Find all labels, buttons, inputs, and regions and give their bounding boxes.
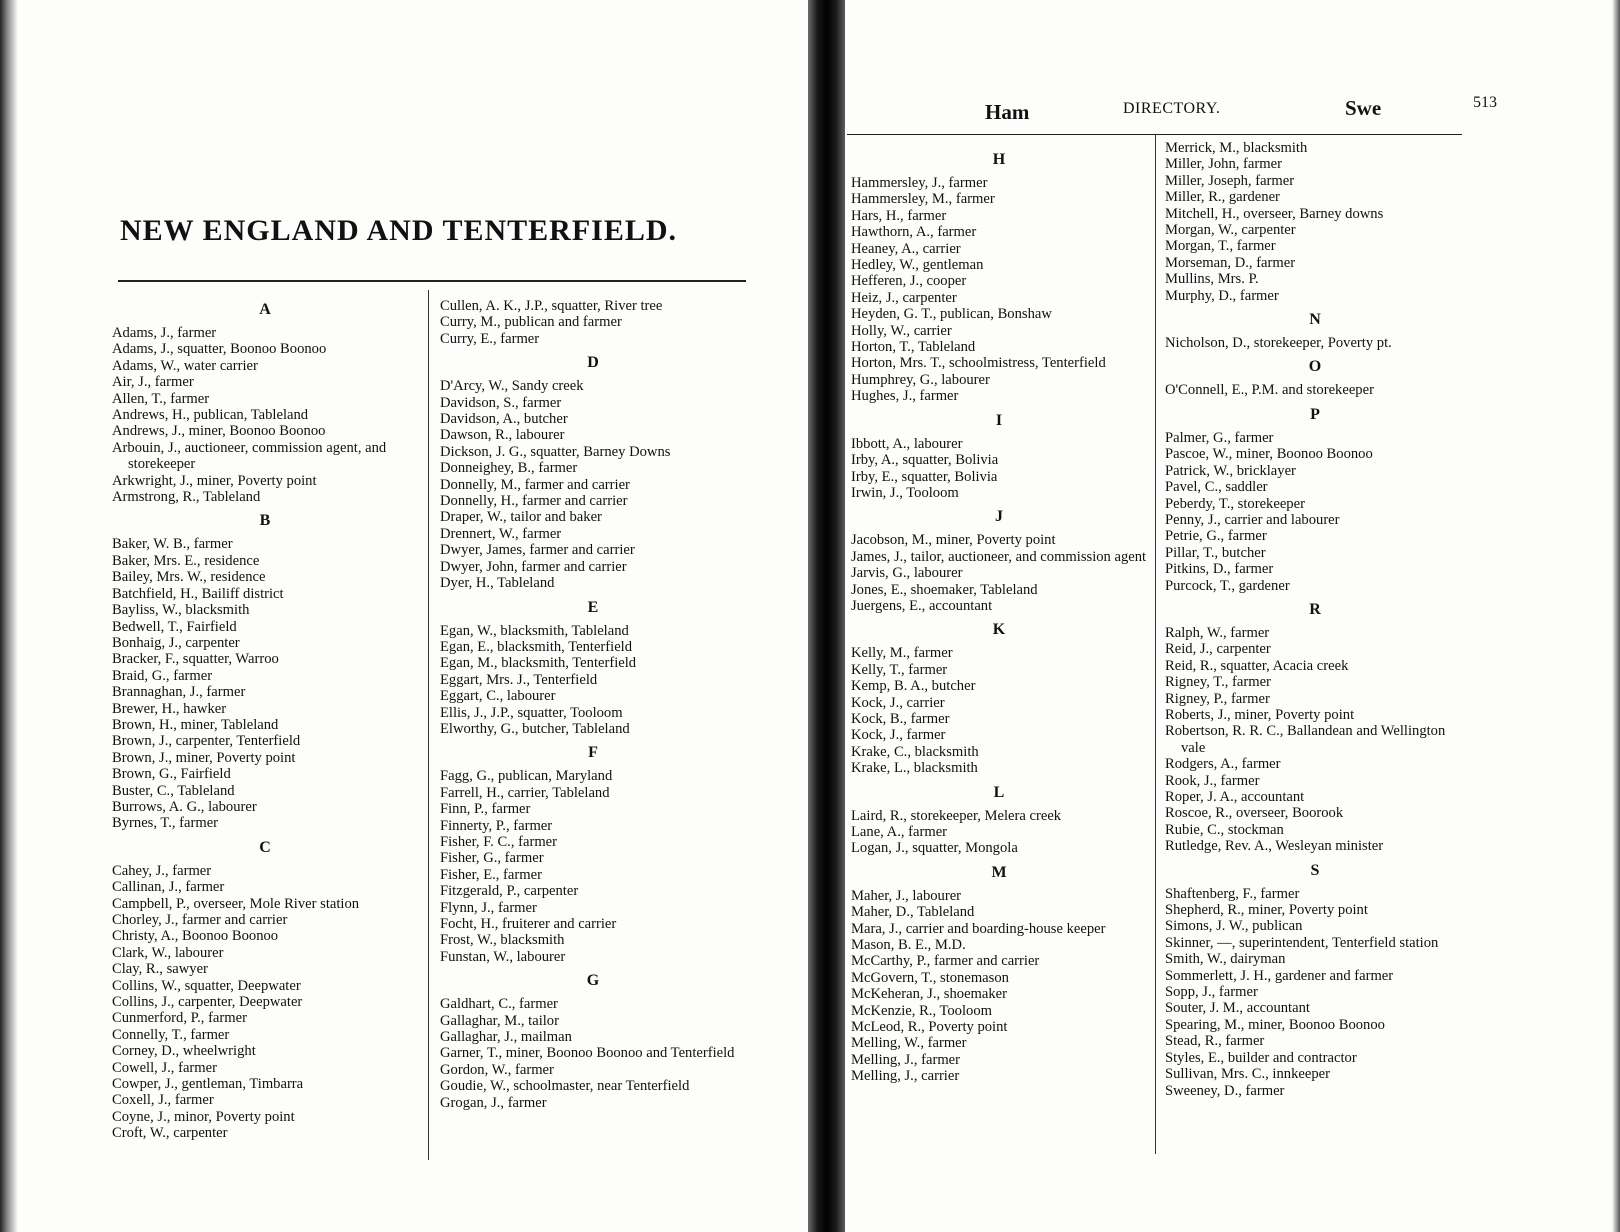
- directory-entry: Reid, R., squatter, Acacia creek: [1165, 657, 1349, 674]
- directory-entry: Garner, T., miner, Boonoo Boonoo and Tenterfield: [440, 1045, 735, 1062]
- section-letter-d: D: [587, 354, 599, 372]
- directory-entry: Gallaghar, M., tailor: [440, 1012, 559, 1029]
- directory-entry: O'Connell, E., P.M. and storekeeper: [1165, 382, 1374, 399]
- directory-entry: Humphrey, G., labourer: [851, 371, 990, 388]
- directory-entry: Galdhart, C., farmer: [440, 996, 558, 1013]
- directory-entry: Allen, T., farmer: [112, 390, 210, 407]
- directory-entry: Souter, J. M., accountant: [1165, 1000, 1310, 1017]
- directory-entry: Fagg, G., publican, Maryland: [440, 768, 613, 785]
- column-divider: [428, 290, 429, 1160]
- directory-entry: Fisher, G., farmer: [440, 850, 544, 867]
- directory-entry: Hars, H., farmer: [851, 207, 947, 224]
- directory-entry: Rook, J., farmer: [1165, 772, 1260, 789]
- section-letter-f: F: [588, 744, 598, 762]
- running-head-first-entry: Ham: [985, 100, 1030, 124]
- directory-entry: Collins, J., carpenter, Deepwater: [112, 994, 303, 1011]
- directory-entry: Krake, L., blacksmith: [851, 760, 978, 777]
- directory-entry: Dawson, R., labourer: [440, 427, 565, 444]
- directory-entry: Christy, A., Boonoo Boonoo: [112, 928, 279, 945]
- directory-entry: Maher, J., labourer: [851, 887, 962, 904]
- directory-entry: Brown, H., miner, Tableland: [112, 716, 279, 733]
- directory-entry: Brown, G., Fairfield: [112, 766, 231, 783]
- directory-entry: Braid, G., farmer: [112, 667, 213, 684]
- directory-entry: Pascoe, W., miner, Boonoo Boonoo: [1165, 446, 1373, 463]
- directory-entry: Sullivan, Mrs. C., innkeeper: [1165, 1066, 1330, 1083]
- directory-entry: Lane, A., farmer: [851, 824, 948, 840]
- directory-entry: Ralph, W., farmer: [1165, 624, 1270, 641]
- directory-entry: Skinner, —, superintendent, Tenterfield station: [1165, 934, 1439, 951]
- running-head: [845, 94, 1620, 124]
- directory-entry: Laird, R., storekeeper, Melera creek: [851, 807, 1062, 824]
- directory-entry: McCarthy, P., farmer and carrier: [851, 953, 1040, 970]
- directory-entry: D'Arcy, W., Sandy creek: [440, 378, 584, 395]
- directory-entry: Irby, A., squatter, Bolivia: [851, 452, 999, 469]
- directory-entry: Donneighey, B., farmer: [440, 460, 578, 477]
- directory-entry: Shepherd, R., miner, Poverty point: [1165, 902, 1368, 919]
- directory-entry: Rodgers, A., farmer: [1165, 756, 1281, 773]
- directory-entry: Horton, Mrs. T., schoolmistress, Tenterfield: [851, 355, 1106, 372]
- directory-entry: Shaftenberg, F., farmer: [1165, 885, 1300, 902]
- section-letter-m: M: [991, 863, 1007, 881]
- directory-entry: Clark, W., labourer: [112, 944, 224, 961]
- directory-column-left-1: [112, 302, 418, 1142]
- section-letter-b: B: [259, 512, 271, 530]
- section-letter-k: K: [992, 621, 1006, 639]
- directory-entry: Miller, John, farmer: [1165, 156, 1282, 173]
- directory-entry: Draper, W., tailor and baker: [440, 509, 602, 526]
- directory-entry: Spearing, M., miner, Boonoo Boonoo: [1165, 1016, 1385, 1033]
- directory-entry: Logan, J., squatter, Mongola: [851, 840, 1018, 857]
- directory-entry: Farrell, H., carrier, Tableland: [440, 784, 610, 801]
- section-letter-e: E: [587, 598, 599, 616]
- directory-entry: Kemp, B. A., butcher: [851, 678, 976, 695]
- directory-entry: Robertson, R. R. C., Ballandean and Wellington vale: [1165, 723, 1446, 756]
- directory-entry: Jarvis, G., labourer: [851, 565, 963, 582]
- directory-column-left-2: [440, 298, 746, 1111]
- directory-entry: Rigney, P., farmer: [1165, 690, 1270, 707]
- right-page: [845, 0, 1620, 1232]
- directory-entry: Irwin, J., Tooloom: [851, 484, 959, 501]
- section-letter-i: I: [995, 411, 1003, 429]
- directory-entry: Adams, J., squatter, Boonoo Boonoo: [112, 341, 327, 358]
- section-letter-a: A: [259, 301, 271, 318]
- directory-entry: Baker, Mrs. E., residence: [112, 552, 260, 569]
- directory-entry: Cunmerford, P., farmer: [112, 1010, 247, 1027]
- directory-entry: Gordon, W., farmer: [440, 1061, 554, 1078]
- directory-entry: Cullen, A. K., J.P., squatter, River tree: [440, 298, 663, 314]
- directory-entry: Roper, J. A., accountant: [1165, 789, 1305, 805]
- directory-entry: Dwyer, James, farmer and carrier: [440, 542, 635, 559]
- directory-entry: Rubie, C., stockman: [1165, 821, 1284, 838]
- directory-column-right-1: [851, 152, 1147, 1085]
- directory-entry: Kock, J., carrier: [851, 694, 945, 711]
- directory-entry: Eggart, C., labourer: [440, 688, 556, 705]
- directory-entry: Chorley, J., farmer and carrier: [112, 912, 288, 928]
- directory-entry: Campbell, P., overseer, Mole River station: [112, 895, 360, 912]
- directory-entry: Egan, W., blacksmith, Tableland: [440, 622, 629, 639]
- left-page: [0, 0, 808, 1232]
- directory-entry: Morseman, D., farmer: [1165, 254, 1296, 271]
- directory-entry: Palmer, G., farmer: [1165, 429, 1274, 446]
- directory-entry: Penny, J., carrier and labourer: [1165, 511, 1340, 528]
- directory-entry: Baker, W. B., farmer: [112, 536, 233, 553]
- directory-entry: Purcock, T., gardener: [1165, 577, 1290, 594]
- directory-entry: Drennert, W., farmer: [440, 525, 562, 542]
- directory-entry: Goudie, W., schoolmaster, near Tenterfield: [440, 1078, 690, 1095]
- directory-entry: McKenzie, R., Tooloom: [851, 1002, 992, 1019]
- directory-entry: Cowell, J., farmer: [112, 1059, 217, 1076]
- directory-entry: Donnelly, M., farmer and carrier: [440, 476, 630, 493]
- directory-entry: Brown, J., miner, Poverty point: [112, 749, 296, 766]
- directory-entry: Miller, Joseph, farmer: [1165, 172, 1295, 189]
- directory-entry: Curry, E., farmer: [440, 330, 540, 347]
- directory-entry: Cowper, J., gentleman, Timbarra: [112, 1076, 304, 1093]
- directory-column-right-2: [1165, 140, 1465, 1099]
- directory-entry: Croft, W., carpenter: [112, 1125, 228, 1142]
- directory-entry: Kelly, M., farmer: [851, 645, 953, 662]
- directory-entry: Sopp, J., farmer: [1165, 984, 1258, 1001]
- directory-entry: Heiz, J., carpenter: [851, 289, 957, 306]
- directory-entry: Sweeney, D., farmer: [1165, 1082, 1285, 1099]
- directory-entry: Bedwell, T., Fairfield: [112, 618, 237, 635]
- directory-entry: Reid, J., carpenter: [1165, 641, 1271, 658]
- directory-entry: Melling, W., farmer: [851, 1035, 967, 1052]
- directory-entry: Morgan, W., carpenter: [1165, 222, 1296, 239]
- directory-entry: James, J., tailor, auctioneer, and commission agent: [851, 548, 1147, 565]
- directory-entry: Batchfield, H., Bailiff district: [112, 585, 284, 602]
- directory-entry: Melling, J., farmer: [851, 1051, 961, 1068]
- directory-entry: Elworthy, G., butcher, Tableland: [440, 720, 630, 737]
- page-edge-shadow: [1612, 0, 1620, 1232]
- directory-entry: Stead, R., farmer: [1165, 1033, 1265, 1050]
- directory-entry: Dyer, H., Tableland: [440, 575, 555, 592]
- directory-entry: Grogan, J., farmer: [440, 1094, 547, 1111]
- section-letter-r: R: [1309, 600, 1321, 618]
- directory-entry: Melling, J., carrier: [851, 1068, 960, 1085]
- directory-entry: Byrnes, T., farmer: [112, 815, 219, 832]
- directory-entry: Brown, J., carpenter, Tenterfield: [112, 733, 301, 750]
- directory-entry: Coyne, J., minor, Poverty point: [112, 1108, 295, 1125]
- directory-entry: Peberdy, T., storekeeper: [1165, 495, 1305, 512]
- directory-entry: Bonhaig, J., carpenter: [112, 634, 240, 651]
- directory-entry: Brannaghan, J., farmer: [112, 684, 246, 701]
- directory-entry: McKeheran, J., shoemaker: [851, 986, 1008, 1003]
- directory-entry: Mullins, Mrs. P.: [1165, 271, 1259, 288]
- directory-entry: Krake, C., blacksmith: [851, 743, 979, 760]
- directory-entry: Patrick, W., bricklayer: [1165, 462, 1296, 479]
- directory-entry: Petrie, G., farmer: [1165, 528, 1267, 545]
- directory-entry: Hawthorn, A., farmer: [851, 224, 977, 241]
- directory-entry: Irby, E., squatter, Bolivia: [851, 468, 998, 485]
- directory-entry: Curry, M., publican and farmer: [440, 314, 622, 331]
- directory-entry: Hammersley, J., farmer: [851, 175, 988, 191]
- running-head-title: DIRECTORY.: [1123, 100, 1221, 117]
- directory-entry: Jacobson, M., miner, Poverty point: [851, 532, 1056, 549]
- directory-entry: Rutledge, Rev. A., Wesleyan minister: [1165, 838, 1384, 855]
- directory-entry: Focht, H., fruiterer and carrier: [440, 916, 617, 932]
- directory-entry: Rigney, T., farmer: [1165, 674, 1271, 691]
- directory-entry: Kock, B., farmer: [851, 710, 950, 727]
- directory-entry: Ibbott, A., labourer: [851, 435, 963, 452]
- directory-entry: Hughes, J., farmer: [851, 388, 959, 405]
- directory-entry: Bayliss, W., blacksmith: [112, 602, 250, 619]
- directory-entry: Roscoe, R., overseer, Boorook: [1165, 805, 1344, 822]
- directory-entry: Arbouin, J., auctioneer, commission agent, and storekeeper: [112, 439, 387, 473]
- directory-entry: Morgan, T., farmer: [1165, 238, 1276, 255]
- directory-entry: Air, J., farmer: [112, 374, 194, 391]
- directory-entry: Clay, R., sawyer: [112, 961, 208, 978]
- directory-entry: Eggart, Mrs. J., Tenterfield: [440, 671, 598, 688]
- directory-entry: Heaney, A., carrier: [851, 240, 961, 257]
- directory-entry: Miller, R., gardener: [1165, 189, 1280, 206]
- directory-entry: Arkwright, J., miner, Poverty point: [112, 472, 317, 489]
- directory-entry: Egan, E., blacksmith, Tenterfield: [440, 638, 633, 655]
- directory-entry: Jones, E., shoemaker, Tableland: [851, 581, 1038, 598]
- directory-entry: Nicholson, D., storekeeper, Poverty pt.: [1165, 335, 1392, 352]
- section-letter-j: J: [995, 508, 1003, 526]
- directory-entry: Collins, W., squatter, Deepwater: [112, 977, 301, 994]
- directory-entry: Juergens, E., accountant: [851, 597, 993, 614]
- directory-entry: Ellis, J., J.P., squatter, Tooloom: [440, 704, 623, 721]
- section-title: NEW ENGLAND AND TENTERFIELD.: [120, 214, 677, 247]
- directory-entry: Frost, W., blacksmith: [440, 932, 565, 949]
- directory-entry: Bailey, Mrs. W., residence: [112, 569, 266, 586]
- directory-entry: Egan, M., blacksmith, Tenterfield: [440, 655, 637, 672]
- directory-entry: Kock, J., farmer: [851, 727, 946, 744]
- directory-entry: Hefferen, J., cooper: [851, 273, 967, 290]
- title-rule: [118, 280, 746, 282]
- directory-entry: McGovern, T., stonemason: [851, 969, 1009, 986]
- running-head-last-entry: Swe: [1345, 96, 1382, 120]
- directory-entry: Gallaghar, J., mailman: [440, 1029, 572, 1046]
- directory-entry: Dickson, J. G., squatter, Barney Downs: [440, 443, 671, 460]
- directory-entry: Corney, D., wheelwright: [112, 1043, 256, 1060]
- directory-entry: Adams, W., water carrier: [112, 357, 258, 374]
- section-letter-l: L: [993, 783, 1005, 801]
- directory-entry: Adams, J., farmer: [112, 325, 217, 341]
- directory-entry: Callinan, J., farmer: [112, 879, 225, 896]
- directory-entry: Pavel, C., saddler: [1165, 479, 1268, 496]
- section-letter-n: N: [1309, 311, 1321, 329]
- directory-entry: Mitchell, H., overseer, Barney downs: [1165, 205, 1384, 222]
- directory-entry: Donnelly, H., farmer and carrier: [440, 493, 628, 510]
- column-divider: [1155, 134, 1156, 1154]
- page-edge-shadow: [0, 0, 18, 1232]
- section-letter-s: S: [1310, 861, 1320, 879]
- section-letter-c: C: [259, 838, 271, 856]
- directory-entry: Armstrong, R., Tableland: [112, 489, 261, 506]
- book-gutter: [808, 0, 845, 1232]
- directory-entry: Hammersley, M., farmer: [851, 191, 995, 208]
- directory-entry: Fisher, E., farmer: [440, 866, 542, 883]
- directory-entry: Davidson, A., butcher: [440, 411, 568, 428]
- directory-entry: Brewer, H., hawker: [112, 700, 227, 717]
- section-letter-g: G: [586, 972, 600, 990]
- directory-entry: Smith, W., dairyman: [1165, 951, 1286, 968]
- section-letter-h: H: [992, 151, 1006, 168]
- directory-entry: Holly, W., carrier: [851, 322, 952, 339]
- directory-entry: Davidson, S., farmer: [440, 394, 562, 411]
- directory-entry: Maher, D., Tableland: [851, 904, 975, 921]
- directory-entry: Simons, J. W., publican: [1165, 918, 1303, 935]
- directory-entry: Funstan, W., labourer: [440, 948, 566, 965]
- directory-entry: Hedley, W., gentleman: [851, 257, 984, 274]
- directory-entry: Flynn, J., farmer: [440, 899, 537, 916]
- directory-entry: Roberts, J., miner, Poverty point: [1165, 706, 1355, 723]
- directory-entry: Merrick, M., blacksmith: [1165, 140, 1308, 156]
- directory-entry: Andrews, J., miner, Boonoo Boonoo: [112, 423, 326, 440]
- directory-entry: Mason, B. E., M.D.: [851, 937, 966, 954]
- directory-entry: Sommerlett, J. H., gardener and farmer: [1165, 967, 1394, 984]
- directory-entry: Burrows, A. G., labourer: [112, 798, 257, 815]
- directory-entry: Connelly, T., farmer: [112, 1026, 230, 1043]
- directory-entry: Kelly, T., farmer: [851, 661, 948, 678]
- directory-entry: Pillar, T., butcher: [1165, 544, 1266, 561]
- directory-entry: Buster, C., Tableland: [112, 782, 235, 799]
- directory-entry: Murphy, D., farmer: [1165, 287, 1279, 304]
- directory-entry: McLeod, R., Poverty point: [851, 1019, 1008, 1036]
- directory-entry: Horton, T., Tableland: [851, 339, 976, 356]
- directory-entry: Heyden, G. T., publican, Bonshaw: [851, 306, 1052, 323]
- directory-entry: Cahey, J., farmer: [112, 862, 212, 879]
- directory-entry: Finnerty, P., farmer: [440, 817, 553, 834]
- directory-entry: Coxell, J., farmer: [112, 1092, 214, 1109]
- directory-entry: Styles, E., builder and contractor: [1165, 1049, 1357, 1066]
- directory-entry: Bracker, F., squatter, Warroo: [112, 651, 279, 668]
- directory-entry: Pitkins, D., farmer: [1165, 561, 1274, 578]
- directory-entry: Fitzgerald, P., carpenter: [440, 883, 579, 900]
- directory-entry: Dwyer, John, farmer and carrier: [440, 558, 627, 575]
- section-letter-o: O: [1308, 358, 1322, 376]
- section-letter-p: P: [1310, 405, 1320, 423]
- directory-entry: Andrews, H., publican, Tableland: [112, 407, 309, 424]
- directory-entry: Finn, P., farmer: [440, 801, 531, 818]
- directory-entry: Mara, J., carrier and boarding-house keeper: [851, 920, 1106, 937]
- page-number: 513: [1473, 94, 1497, 111]
- directory-entry: Fisher, F. C., farmer: [440, 833, 558, 850]
